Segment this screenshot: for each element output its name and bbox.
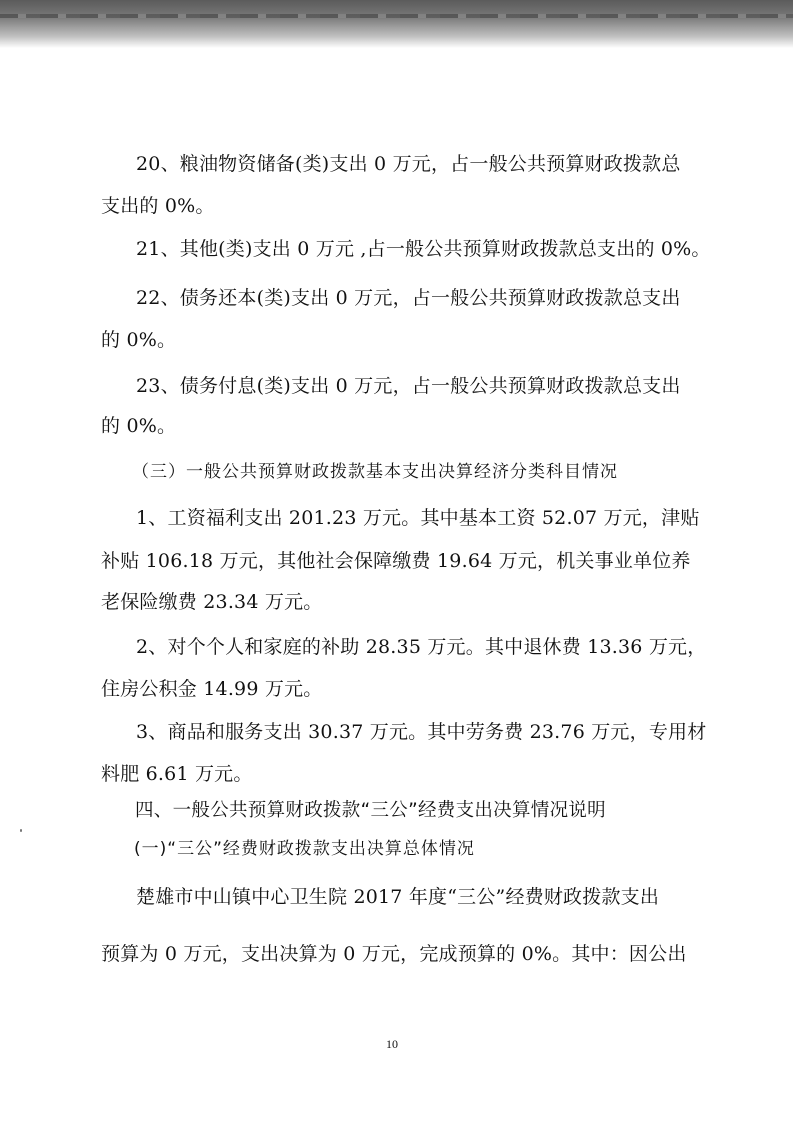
subsection-heading-1: (一)“三公”经费财政拨款支出决算总体情况 xyxy=(134,839,475,859)
section-heading-4: 四、一般公共预算财政拨款“三公”经费支出决算情况说明 xyxy=(135,800,606,821)
item-2-line-1: 2、对个个人和家庭的补助 28.35 万元。其中退休费 13.36 万元， xyxy=(136,636,707,658)
page-number: 10 xyxy=(386,1037,398,1051)
item-22-line-1: 22、债务还本(类)支出 0 万元，占一般公共预算财政拨款总支出 xyxy=(136,287,681,309)
item-2-line-2: 住房公积金 14.99 万元。 xyxy=(101,678,323,700)
item-23-line-1: 23、债务付息(类)支出 0 万元，占一般公共预算财政拨款总支出 xyxy=(136,375,681,397)
item-22-line-2: 的 0%。 xyxy=(101,329,177,351)
item-1-line-1: 1、工资福利支出 201.23 万元。其中基本工资 52.07 万元，津贴 xyxy=(136,507,700,529)
item-23-line-2: 的 0%。 xyxy=(101,415,177,437)
item-21-line: 21、其他(类)支出 0 万元 ,占一般公共预算财政拨款总支出的 0%。 xyxy=(136,238,711,260)
item-3-line-2: 料肥 6.61 万元。 xyxy=(101,763,253,785)
item-1-line-2: 补贴 106.18 万元，其他社会保障缴费 19.64 万元，机关事业单位养 xyxy=(101,550,691,572)
scan-speck xyxy=(20,829,22,832)
item-3-line-1: 3、商品和服务支出 30.37 万元。其中劳务费 23.76 万元，专用材 xyxy=(136,721,707,743)
subsection-heading-3: （三）一般公共预算财政拨款基本支出决算经济分类科目情况 xyxy=(132,462,618,482)
item-20-line-2: 支出的 0%。 xyxy=(101,195,215,217)
summary-line-1: 楚雄市中山镇中心卫生院 2017 年度“三公”经费财政拨款支出 xyxy=(136,886,660,908)
item-1-line-3: 老保险缴费 23.34 万元。 xyxy=(101,591,323,613)
summary-line-2: 预算为 0 万元，支出决算为 0 万元，完成预算的 0%。其中：因公出 xyxy=(101,943,687,965)
item-20-line-1: 20、粮油物资储备(类)支出 0 万元，占一般公共预算财政拨款总 xyxy=(136,153,681,175)
